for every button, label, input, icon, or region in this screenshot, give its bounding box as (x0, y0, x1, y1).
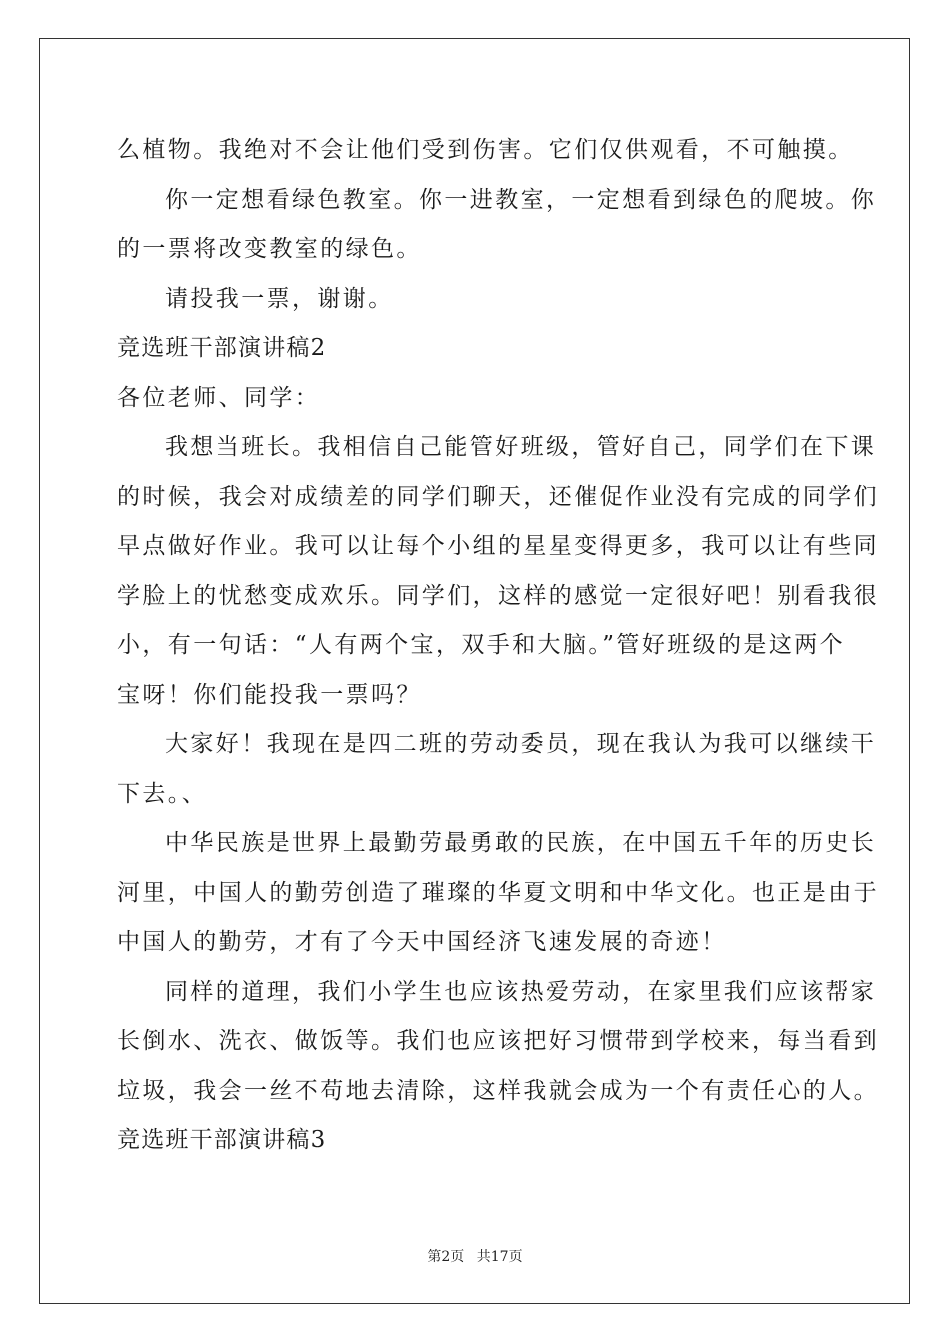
paragraph-line: 同样的道理，我们小学生也应该热爱劳动，在家里我们应该帮家 (165, 978, 877, 1005)
current-page-label: 第2页 (427, 1249, 465, 1265)
paragraph-line: 的一票将改变教室的绿色。 (117, 236, 422, 262)
paragraph-line: 早点做好作业。我可以让每个小组的星星变得更多，我可以让有些同 (117, 533, 879, 559)
paragraph-line: 垃圾，我会一丝不苟地去清除，这样我就会成为一个有责任心的人。 (117, 1077, 879, 1104)
paragraph-line: 中华民族是世界上最勤劳最勇敢的民族，在中国五千年的历史长 (165, 830, 877, 856)
paragraph-line: 长倒水、洗衣、做饭等。我们也应该把好习惯带到学校来，每当看到 (117, 1028, 879, 1054)
paragraph-line: 我想当班长。我相信自己能管好班级，管好自己，同学们在下课 (165, 434, 877, 460)
paragraph-line: 大家好！我现在是四二班的劳动委员，现在我认为我可以继续干 (165, 731, 877, 757)
paragraph-line: 请投我一票，谢谢。 (165, 285, 394, 312)
page-footer (0, 1246, 950, 1266)
paragraph-line: 么植物。我绝对不会让他们受到伤害。它们仅供观看，不可触摸。 (117, 137, 854, 163)
paragraph-line: 的时候，我会对成绩差的同学们聊天，还催促作业没有完成的同学们 (117, 483, 879, 510)
document-body (117, 126, 879, 1166)
paragraph-line: 你一定想看绿色教室。你一进教室，一定想看到绿色的爬坡。你 (165, 186, 877, 213)
paragraph-line: 下去。、 (117, 780, 208, 807)
paragraph-line: 中国人的勤劳，才有了今天中国经济飞速发展的奇迹！ (117, 929, 727, 955)
paragraph-line: 河里，中国人的勤劳创造了璀璨的华夏文明和中华文化。也正是由于 (117, 879, 879, 906)
paragraph-line: 宝呀！你们能投我一票吗？ (117, 681, 422, 708)
salutation: 各位老师、同学： (117, 384, 321, 411)
total-pages-label: 共17页 (476, 1249, 523, 1265)
section-heading: 竞选班干部演讲稿3 (117, 1127, 327, 1153)
section-heading: 竞选班干部演讲稿2 (117, 335, 327, 361)
paragraph-line: 小，有一句话：“人有两个宝，双手和大脑。”管好班级的是这两个 (117, 632, 846, 658)
paragraph-line: 学脸上的忧愁变成欢乐。同学们，这样的感觉一定很好吧！别看我很 (117, 582, 879, 609)
